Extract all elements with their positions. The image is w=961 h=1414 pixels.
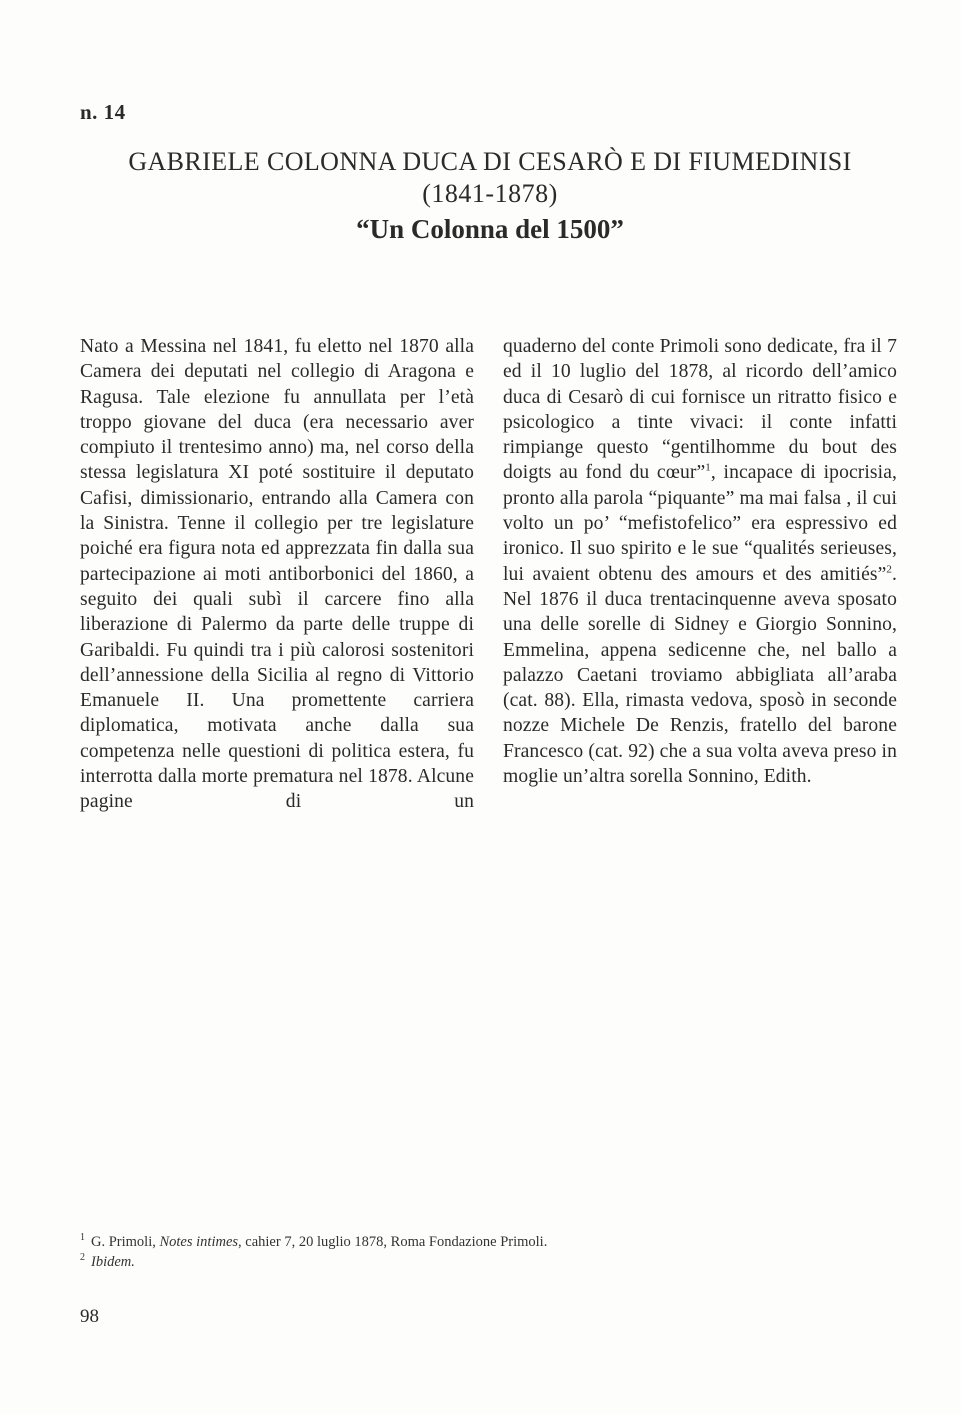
footnote-title: Ibidem.: [91, 1254, 135, 1270]
text-segment: . Nel 1876 il duca trentacinquenne aveva sposato una delle sorelle di Sidney e Giorgio Sonnino, Emmelina, appena sedicenne che, nel ballo a palazzo Caetani troviamo abbigliata all’araba (cat. 88). Ella, rimasta vedova, sposò in seconde nozze Michele De Renzis, fratello del barone Francesco (cat. 92) che a sua volta aveva preso in moglie un’altra sorella Sonnino, Edith.: [503, 563, 897, 788]
footnote-mark: 2: [80, 1252, 85, 1264]
text-column-left: [80, 334, 474, 815]
footnote-ref[interactable]: 1: [705, 461, 711, 474]
footnote-mark: 1: [80, 1232, 85, 1244]
paragraph-left: Nato a Messina nel 1841, fu eletto nel 1870 alla Camera dei deputati nel collegio di Aragona e Ragusa. Tale elezione fu annullata per l’età troppo giovane del duca (era necessario aver compiuto il trentesimo anno) ma, nel corso della stessa legislatura XI poté sostituire il deputato Cafisi, dimissionario, entrando alla Camera con la Sinistra. Tenne il collegio per tre legislature poiché era figura nota ed apprezzata fin dalla sua partecipazione ai moti antiborbonici del 1860, a seguito dei quali subì il carcere fino alla liberazione di Palermo da parte delle truppe di Garibaldi. Fu quindi tra i più calorosi sostenitori dell’annessione della Sicilia al regno di Vittorio Emanuele II. Una promettente carriera diplomatica, motivata anche dalla sua competenza nelle questioni di politica estera, fu interrotta dalla morte prematura nel 1878. Alcune pagine di un: [80, 336, 474, 813]
entry-number: n. 14: [80, 100, 126, 124]
footnote-ref[interactable]: 2: [886, 563, 892, 576]
text-column-right: [503, 334, 897, 789]
text-segment: quaderno del conte Primoli sono dedicate, fra il 7 ed il 10 luglio del 1878, al ricordo dell’amico duca di Cesarò di cui fornisce un ritratto fisico e psicologico a tinte vivaci: il conte infatti rimpiange questo “gentilhomme du bout des doigts au fond du cœur”: [503, 336, 897, 484]
text-segment: , incapace di ipocrisia, pronto alla parola “piquante” ma mai falsa , il cui volto un po’ “mefistofelico” era espressivo ed ironico. Il suo spirito e le sue “qualités serieuses, lui avaient obtenu des amours et des amitiés”: [503, 462, 897, 585]
footnote-text: G. Primoli,: [91, 1234, 160, 1250]
footnote-title: Notes intimes: [159, 1234, 239, 1250]
title-block: [60, 146, 920, 248]
footnote-2: [80, 1252, 547, 1272]
footnote-text: , cahier 7, 20 luglio 1878, Roma Fondazione Primoli.: [238, 1234, 548, 1250]
footnotes: [80, 1232, 547, 1272]
page-number: 98: [80, 1306, 99, 1327]
paragraph-right: [503, 334, 897, 789]
life-dates: (1841-1878): [422, 179, 558, 208]
subtitle: “Un Colonna del 1500”: [356, 214, 624, 244]
footnote-1: [80, 1232, 547, 1252]
page-title: GABRIELE COLONNA DUCA DI CESARÒ E DI FIUMEDINISI: [128, 147, 852, 176]
